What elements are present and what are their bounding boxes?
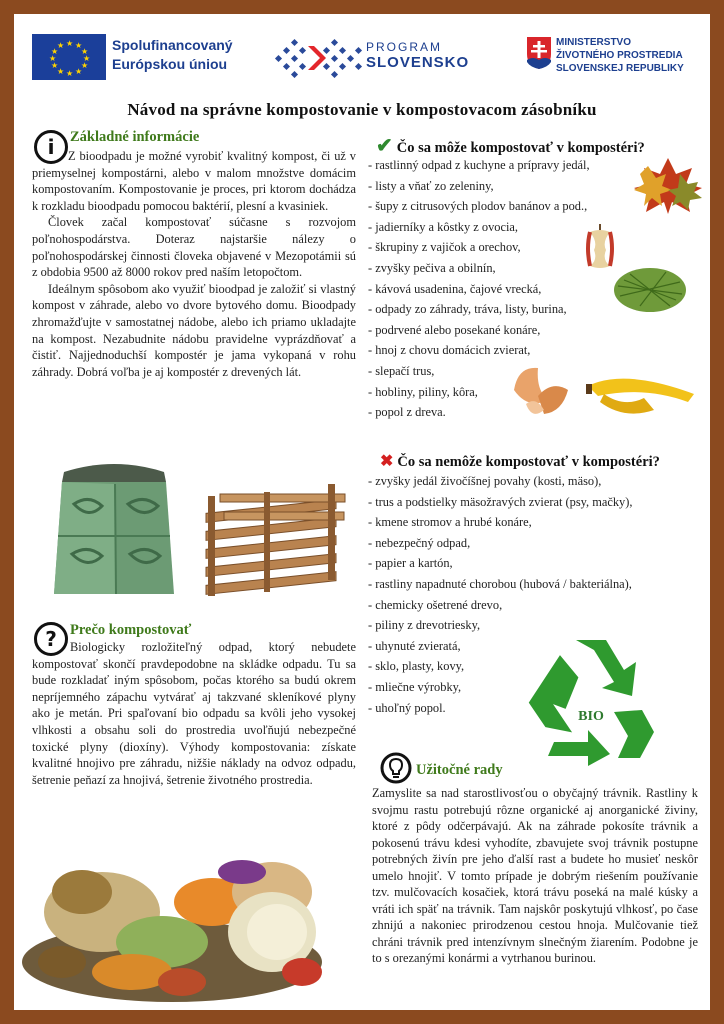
eggshells-image [508, 360, 574, 422]
basic-info-text [32, 148, 356, 380]
basic-info-p2: Človek začal kompostovať súčasne s rozvojom poľnohospodárstva. Doteraz najstaršie nálezy o poľnohospodárskej činnosti človeka objavené v Mezopotámii sú z obdobia 9500 až 8000 rokov pred naším letopočtom. [32, 215, 356, 280]
basic-info-heading: Základné informácie [70, 129, 200, 145]
can-compost-item: - odpady zo záhrady, tráva, listy, burina, [368, 302, 567, 317]
cannot-compost-item: - papier a kartón, [368, 556, 453, 571]
ministry-line3: SLOVENSKEJ REPUBLIKY [556, 63, 684, 74]
cannot-compost-item: - nebezpečný odpad, [368, 535, 471, 550]
cannot-compost-item: - rastliny napadnuté chorobou (hubová / bakteriálna), [368, 576, 632, 591]
lightbulb-icon [380, 752, 412, 784]
ministry-text [556, 36, 684, 75]
can-compost-item: - hobliny, piliny, kôra, [368, 384, 478, 399]
can-compost-item: - hnoj z chovu domácich zvierat, [368, 343, 531, 358]
cannot-compost-item: - kmene stromov a hrubé konáre, [368, 515, 532, 530]
cross-icon: ✖ [380, 453, 394, 470]
can-compost-item: - škrupiny z vajičok a orechov, [368, 240, 521, 255]
can-compost-item: - slepačí trus, [368, 363, 435, 378]
wooden-composter-image [200, 484, 350, 604]
useful-tips-heading: Užitočné rady [416, 762, 503, 778]
can-compost-item: - kávová usadenina, čajové vrecká, [368, 281, 542, 296]
slovensko-label: SLOVENSKO [366, 54, 470, 71]
cannot-compost-heading: Čo sa nemôže kompostovať v kompostéri? [397, 454, 660, 470]
page-title: Návod na správne kompostovanie v kompostovacom zásobníku [127, 100, 597, 119]
cannot-compost-item: - mliečne výrobky, [368, 679, 462, 694]
cannot-compost-item: - uhoľný popol. [368, 700, 446, 715]
eu-line2: Európskou úniou [112, 56, 228, 72]
header-logos [14, 14, 710, 94]
why-compost-paragraph: Biologicky rozložiteľný odpad, ktorý nebudete kompostovať skončí pravdepodobne na skládke odpadu. Tu sa bude rozkladať iným spôsobom, počas ktorého sa budú okrem nepríjemného zápachu vytvárať aj takzvané skleníkové plyny ako je metán. Pri spaľovaní bio odpadu sa kvôli jeho vysokej vlhkosti a obsahu soli do prostredia uvoľňujú nebezpečné toxické plyny (dioxíny). Výhody kompostovania: získate kvalitné hnojivo pre záhradu, nižšie náklady na odvoz odpadu, šetrenie peňazí za hnojivá, šetrenie životného prostredia. [32, 640, 356, 787]
eu-flag-icon: ★ ★ ★ ★ ★ ★ ★ ★ ★ ★ ★ ★ [32, 34, 106, 80]
program-slovensko-logo-icon [272, 38, 364, 78]
compost-pile-image [22, 832, 340, 1004]
can-compost-item: - šupy z citrusových plodov banánov a pod., [368, 199, 588, 214]
leaflet-page [14, 14, 710, 1010]
cannot-compost-item: - piliny z drevotriesky, [368, 618, 481, 633]
autumn-leaves-image [628, 154, 708, 216]
can-compost-item: - zvyšky pečiva a obilnín, [368, 260, 496, 275]
cannot-compost-item: - zvyšky jedál živočíšnej povahy (kosti, mäso), [368, 474, 602, 488]
ministry-line1: MINISTERSTVO [556, 37, 632, 48]
can-compost-item: - listy a vňať zo zeleniny, [368, 178, 494, 193]
can-compost-item: - popol z dreva. [368, 405, 446, 420]
can-compost-item: - rastlinný odpad z kuchyne a prípravy jedál, [368, 158, 590, 172]
basic-info-p1: Z bioodpadu je možné vyrobiť kvalitný kompost, či už v priemyselnej kompostárni, alebo v malom množstve domácim kompostovaním. Kompostovanie je proces, pri ktorom dochádza k rozkladu bioodpadu pomocou baktérií, plesní a kvasiniek. [32, 149, 356, 213]
eu-line1: Spolufinancovaný [112, 37, 233, 53]
cannot-compost-item: - chemicky ošetrené drevo, [368, 597, 503, 612]
banana-peel-image [584, 364, 698, 416]
program-label: PROGRAM [366, 40, 443, 54]
info-icon: i [34, 130, 68, 164]
grass-clippings-image [610, 256, 690, 316]
useful-tips-text: Zamyslite sa nad starostlivosťou o obyčajný trávnik. Rastliny k svojmu rastu potrebujú rôzne organické aj anorganické živiny, ktoré z pôdy odčerpávajú. Ak na záhrade pokosíte trávnik a pokosenú trávu kdesi vyhodíte, zbavujete svoj trávnik postupne potrebných živín pre jeho ďalší rast a budete ho musieť neskôr umelo hnojiť. V tomto prípade je dobrým riešením používanie tzv. mulčovacích kosačiek, ktorá trávu poseká na malé kúsky a vráti ich späť na trávnik. Tam najskôr poskytujú vlhkosť, po čase zhnijú a nakoniec prirodzenou cestou hnoja. Mulčovanie tiež chráni trávnik pred intenzívnym slnečným žiarením. Podobne je to s orezanými konármi a vytrhanou burinou. [372, 786, 698, 965]
plastic-composter-image [44, 454, 184, 604]
basic-info-p3: Ideálnym spôsobom ako využiť bioodpad je založiť si vlastný kompost v záhrade, alebo vo dvore bytového domu. Bioodpady zhromažďujte v samostatnej nádobe, alebo ich priamo ukladajte na kompost. Nezabudnite nádobu pravidelne vyprázdňovať a čistiť. Najjednoduchší kompostér je jama vykopaná v rohu záhrady. Dobrá voľba je aj kompostér z drevených lát. [32, 281, 356, 379]
check-icon: ✔ [376, 135, 393, 157]
eu-cofinanced-text [112, 36, 233, 74]
bio-label: BIO [578, 709, 604, 724]
can-compost-item: - podrvené alebo posekané konáre, [368, 322, 541, 337]
cannot-compost-item: - sklo, plasty, kovy, [368, 659, 465, 674]
can-compost-heading: Čo sa môže kompostovať v kompostéri? [396, 140, 645, 156]
ministry-line2: ŽIVOTNÉHO PROSTREDIA [556, 50, 683, 61]
cannot-compost-heading-row [380, 451, 660, 471]
why-compost-text [32, 639, 356, 788]
bio-recycle-icon [524, 634, 658, 766]
slovak-crest-icon [526, 36, 552, 70]
can-compost-item: - jadierníky a kôstky z ovocia, [368, 219, 519, 234]
why-compost-heading: Prečo kompostovať [70, 622, 192, 638]
cannot-compost-item: - trus a podstielky mäsožravých zvierat (psy, mačky), [368, 494, 633, 509]
cannot-compost-item: - uhynuté zvieratá, [368, 638, 461, 653]
question-icon: ? [34, 622, 68, 656]
